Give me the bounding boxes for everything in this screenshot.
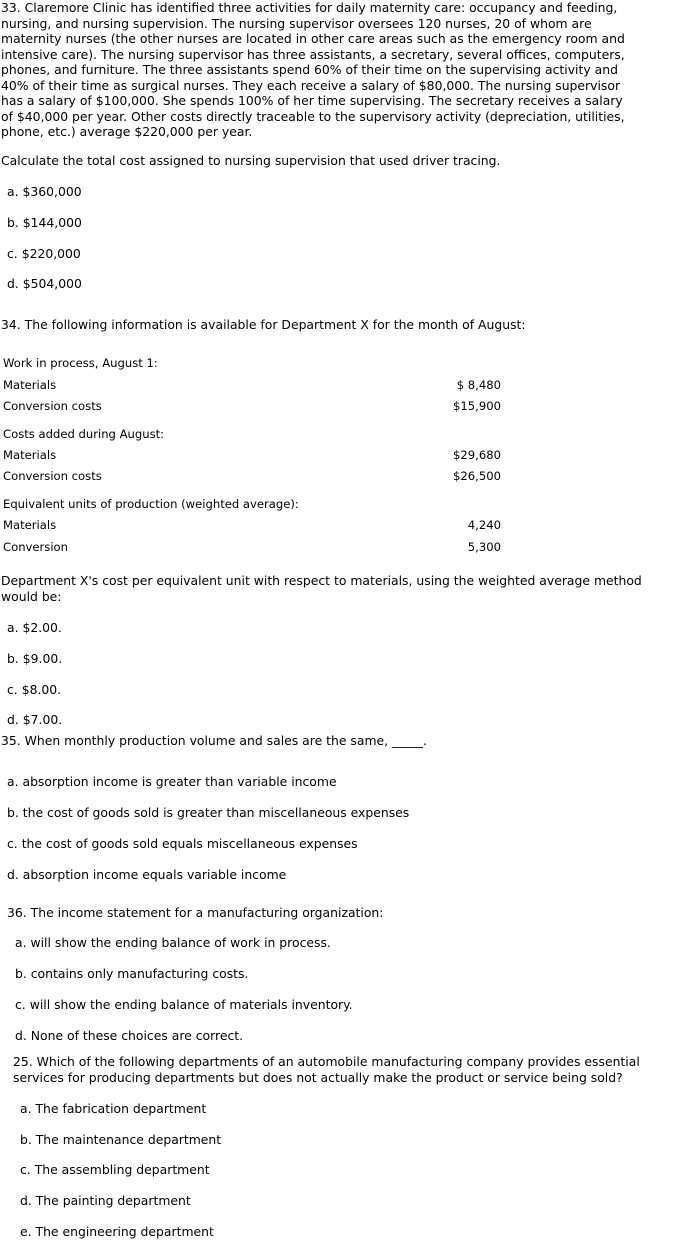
q34-eu-materials-label: Materials bbox=[3, 518, 57, 532]
q34-eu-conversion-label: Conversion bbox=[3, 540, 68, 554]
q34-question-line: would be: bbox=[1, 588, 62, 604]
q33-line: of $40,000 per year. Other costs directly traceable to the supervisory activity (depreciation, utilities, bbox=[1, 108, 625, 124]
q25-line: services for producing departments but does not actually make the product or service being sold? bbox=[13, 1069, 623, 1085]
q34-wip-heading: Work in process, August 1: bbox=[3, 356, 158, 370]
q36-option-b[interactable]: b. contains only manufacturing costs. bbox=[15, 966, 249, 981]
q34-wip-conversion-label: Conversion costs bbox=[3, 399, 102, 413]
q34-option-b[interactable]: b. $9.00. bbox=[7, 651, 63, 666]
q34-added-conversion-value: $26,500 bbox=[453, 469, 501, 483]
q34-option-d[interactable]: d. $7.00. bbox=[7, 712, 63, 727]
q25-stem bbox=[13, 1054, 668, 1085]
q36-stem: 36. The income statement for a manufacturing organization: bbox=[7, 905, 384, 920]
q33-line: nursing, and nursing supervision. The nursing supervisor oversees 120 nurses, 20 of whom are bbox=[1, 15, 592, 31]
q34-added-conversion-label: Conversion costs bbox=[3, 469, 102, 483]
q36-option-c[interactable]: c. will show the ending balance of materials inventory. bbox=[15, 997, 353, 1012]
q34-eu-heading: Equivalent units of production (weighted average): bbox=[3, 497, 299, 511]
q34-wip-materials-value: $ 8,480 bbox=[456, 378, 501, 392]
q35-option-b[interactable]: b. the cost of goods sold is greater than miscellaneous expenses bbox=[7, 805, 410, 820]
q33-line: 40% of their time as surgical nurses. They each receive a salary of $80,000. The nursing supervisor bbox=[1, 77, 621, 93]
q35-option-c[interactable]: c. the cost of goods sold equals miscellaneous expenses bbox=[7, 836, 358, 851]
q35-stem: 35. When monthly production volume and sales are the same, _____. bbox=[1, 733, 427, 748]
q34-question bbox=[1, 573, 671, 604]
q34-added-heading: Costs added during August: bbox=[3, 427, 165, 441]
q33-option-a[interactable]: a. $360,000 bbox=[7, 184, 82, 199]
q25-option-b[interactable]: b. The maintenance department bbox=[20, 1132, 222, 1147]
q35-option-a[interactable]: a. absorption income is greater than variable income bbox=[7, 774, 337, 789]
q33-option-d[interactable]: d. $504,000 bbox=[7, 276, 82, 291]
q25-option-c[interactable]: c. The assembling department bbox=[20, 1162, 210, 1177]
q35-option-d[interactable]: d. absorption income equals variable income bbox=[7, 867, 287, 882]
q36-option-a[interactable]: a. will show the ending balance of work in process. bbox=[15, 935, 331, 950]
q34-eu-materials-value: 4,240 bbox=[467, 518, 501, 532]
q25-option-d[interactable]: d. The painting department bbox=[20, 1193, 191, 1208]
q33-line: maternity nurses (the other nurses are located in other care areas such as the emergency room and bbox=[1, 31, 625, 46]
q34-added-materials-label: Materials bbox=[3, 448, 57, 462]
q33-prompt: Calculate the total cost assigned to nursing supervision that used driver tracing. bbox=[1, 153, 501, 168]
q33-line: phones, and furniture. The three assistants spend 60% of their time on the supervising activity and bbox=[1, 62, 618, 77]
q34-option-c[interactable]: c. $8.00. bbox=[7, 682, 62, 697]
q36-option-d[interactable]: d. None of these choices are correct. bbox=[15, 1028, 244, 1043]
q33-line: intensive care). The nursing supervisor has three assistants, a secretary, several offices, computers, bbox=[1, 46, 625, 62]
q33-option-b[interactable]: b. $144,000 bbox=[7, 215, 82, 230]
q33-line: phone, etc.) average $220,000 per year. bbox=[1, 124, 253, 139]
q34-wip-materials-label: Materials bbox=[3, 378, 57, 392]
q25-option-e[interactable]: e. The engineering department bbox=[20, 1224, 214, 1239]
q25-option-a[interactable]: a. The fabrication department bbox=[20, 1101, 207, 1116]
q33-stem bbox=[1, 0, 671, 140]
q34-question-line: Department X's cost per equivalent unit with respect to materials, using the weighted average method bbox=[1, 573, 642, 588]
q33-line: has a salary of $100,000. She spends 100% of her time supervising. The secretary receives a salary bbox=[1, 93, 623, 108]
q34-stem: 34. The following information is available for Department X for the month of August: bbox=[1, 317, 526, 332]
q34-wip-conversion-value: $15,900 bbox=[453, 399, 501, 413]
q33-line: 33. Claremore Clinic has identified three activities for daily maternity care: occupancy and feeding, bbox=[1, 0, 618, 15]
q25-line: 25. Which of the following departments of an automobile manufacturing company provides essential bbox=[13, 1054, 640, 1069]
q33-option-c[interactable]: c. $220,000 bbox=[7, 246, 81, 261]
q34-eu-conversion-value: 5,300 bbox=[467, 540, 501, 554]
q34-added-materials-value: $29,680 bbox=[453, 448, 501, 462]
q34-option-a[interactable]: a. $2.00. bbox=[7, 620, 62, 635]
